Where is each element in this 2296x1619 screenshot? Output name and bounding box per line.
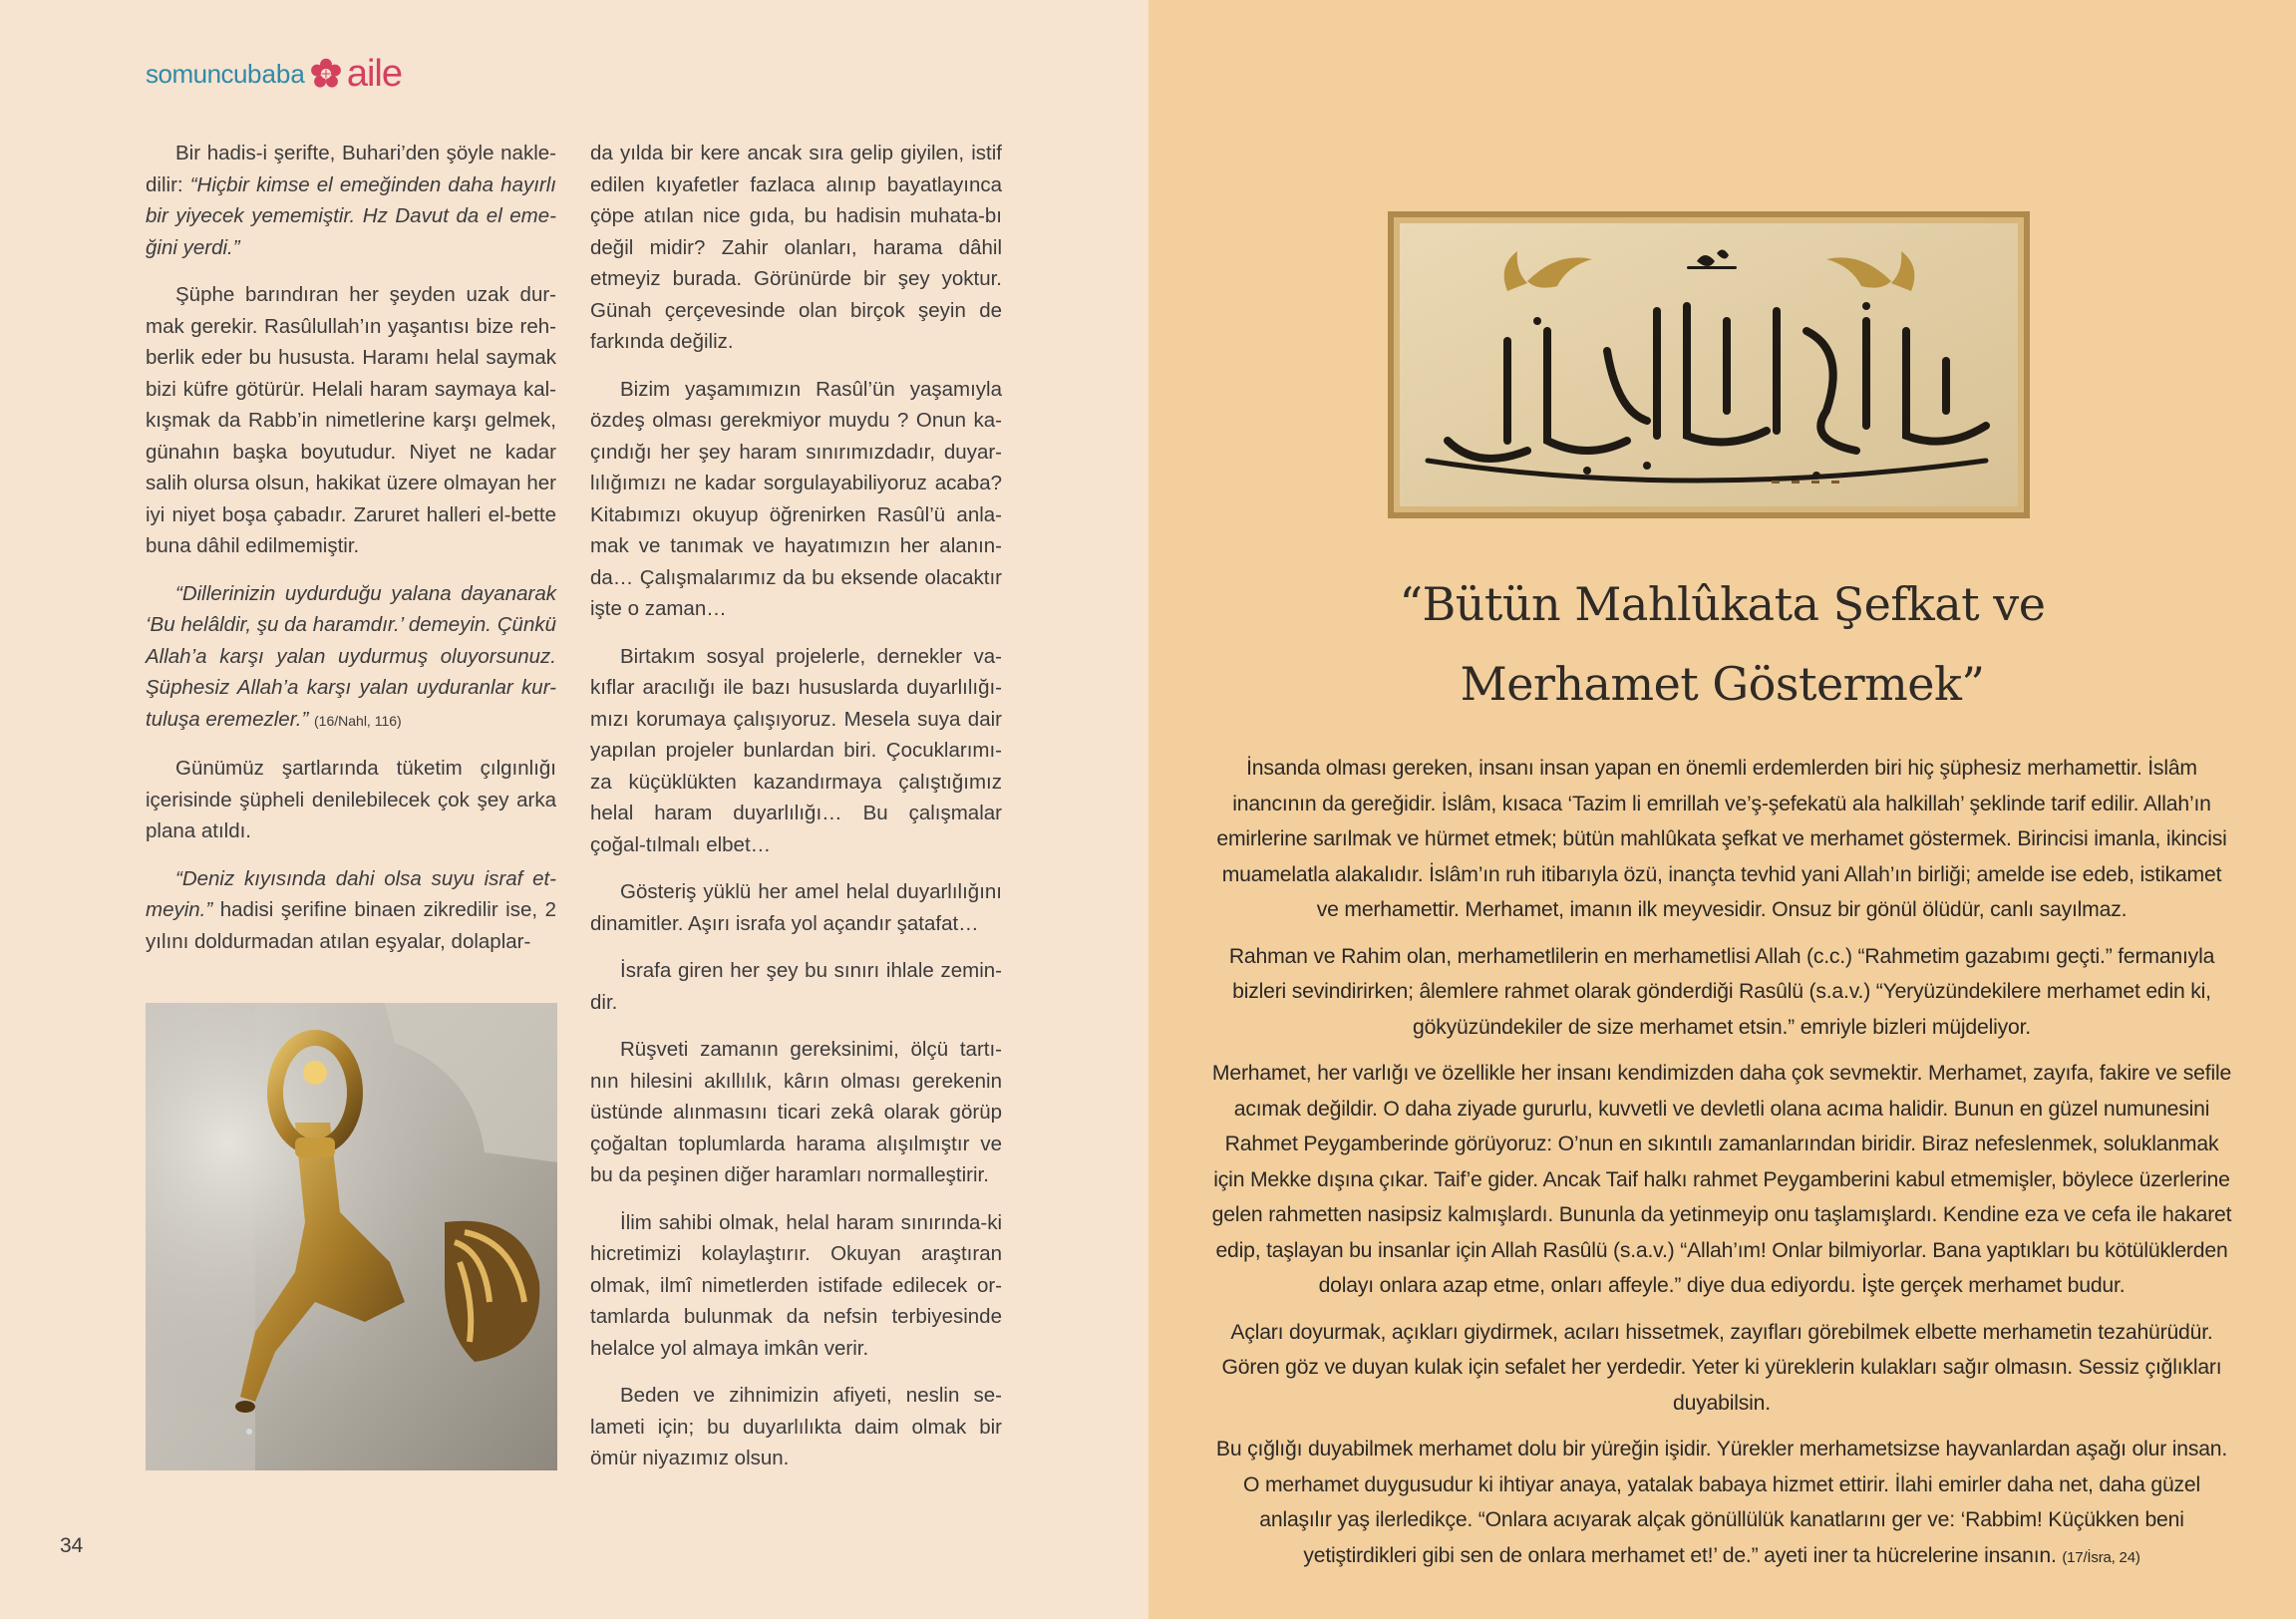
logo-text-baba: baba <box>247 58 305 89</box>
paragraph: Bizim yaşamımızın Rasûl’ün yaşamıyla özdeş olması gerekmiyor muydu ? Onun ka-çındığı her şey haram sınırımızdadır, duyar-lılığımızı ne kadar sorgulayabiliyoruz acaba? Kitabımızı okuyup öğrenirken Rasûl’ü anla-mak ve tanımak ve hayatımızın her alanın-da… Çalışmalarımız da bu eksende olacaktır işte o zaman… <box>590 377 1002 620</box>
citation: (17/İsra, 24) <box>2062 1548 2140 1566</box>
article-paragraph <box>1208 1432 2235 1575</box>
arabic-calligraphy-panel-image <box>1388 211 2030 518</box>
text-column-1 <box>146 138 556 973</box>
text-column-2 <box>590 138 1002 1490</box>
article-title <box>1148 564 2296 724</box>
text: hadisi şerifine binaen zikredilir ise, 2 yılını doldurmadan atılan eşyalar, dolaplar- <box>146 898 556 953</box>
paragraph: Beden ve zihnimizin afiyeti, neslin se-lameti için; bu duyarlılıkta daim olmak bir ömür niyazımız olsun. <box>590 1384 1002 1469</box>
brass-water-faucet-image <box>146 1003 557 1470</box>
article-paragraph: Açları doyurmak, açıkları giydirmek, acıları hissetmek, zayıfları görebilmek elbette merhametin tezahürüdür. Gören göz ve duyan kulak için sefalet her yerdedir. Yeter ki yüreklerin kulakları sağır olmasın. Sessiz çığlıkları duyabilsin. <box>1221 1320 2222 1415</box>
magazine-logo <box>146 52 402 96</box>
paragraph: Birtakım sosyal projelerle, dernekler va-kıflar aracılığı ile bazı hususlarda duyarlılığı-mızı korumaya çalışıyoruz. Mesela suya dair yapılan projeler bunlardan biri. Çocuklarımı-za küçüklükten kazandırmaya çalıştığımız helal haram duyarlılığı… Bu çalışmalar çoğal-tılmalı elbet… <box>590 644 1002 856</box>
paragraph <box>146 863 556 958</box>
article-title-line2: Merhamet Göstermek” <box>1460 657 1985 711</box>
citation: (16/Nahl, 116) <box>314 712 402 729</box>
paragraph: Rüşveti zamanın gereksinimi, ölçü tartı-nın hilesini akıllılık, kârın olması gerekenin üstünde alınmasını ticari zekâ olarak görüp çoğaltan toplumlarda harama alışılmıştır ve bu da peşinen diğer haramları normalleştirir. <box>590 1038 1002 1186</box>
article-title-line1: “Bütün Mahlûkata Şefkat ve <box>1399 577 2046 631</box>
flower-icon <box>309 57 343 91</box>
quote: “Hiçbir kimse el emeğinden daha hayırlı bir yiyecek yememiştir. Hz Davut da el eme-ğini yerdi.” <box>146 172 556 259</box>
page-number: 34 <box>60 1534 84 1557</box>
quote: “Deniz kıyısında dahi olsa suyu israf et-meyin.” <box>146 866 556 921</box>
paragraph: Şüphe barındıran her şeyden uzak dur-mak gerekir. Rasûlullah’ın yaşantısı bize reh-berlik eder bu hususta. Haramı helal saymak bizi küfre götürür. Helali haram saymaya kal-kışmak da Rabb’in nimetlerine karşı gelmek, günahın başka boyutudur. Niyet ne kadar salih olursa olsun, hakikat üzere olmayan her iyi niyet boşa çabadır. Zaruret halleri el-bette buna dâhil edilmemiştir. <box>146 283 556 557</box>
article-body <box>1208 751 2235 1586</box>
article-paragraph: Merhamet, her varlığı ve özellikle her insanı kendimizden daha çok sevmektir. Merhamet, zayıfa, fakire ve sefile acımak değildir. O daha ziyade gururlu, kuvvetli ve devletli olana acıma halidir. Bunun en güzel numunesini Rahmet Peygamberinde görüyoruz: O’nun en sıkıntılı zamanlarından biridir. Biraz nefeslenmek, soluklanmak için Mekke dışına çıkar. Taif’e gider. Ancak Taif halkı rahmet Peygamberini kabul etmemişler, böylece üzerlerine gelen rahmetten nasipsiz kalmışlardı. Bununla da yetinmeyip onu taşlamışlardı. Kendine eza ve cefa ile hakaret edip, taşlayan bu insanlar için Allah Rasûlü (s.a.v.) “Allah’ım! Onlar bilmiyorlar. Bana yaptıkları bu kötülüklerden dolayı onlara azap etme, onları affeyle.” diye dua ediyordu. İşte gerçek merhamet budur. <box>1211 1062 2232 1297</box>
paragraph <box>146 578 556 738</box>
paragraph: da yılda bir kere ancak sıra gelip giyilen, istif edilen kıyafetler fazlaca alınıp bayatlayınca çöpe atılan nice gıda, bu hadisin muhata-bı değil midir? Zahir olanları, harama dâhil etmeyiz burada. Görünürde bir şey yoktur. Günah çerçevesinde olan birçok şeyin de farkında değiliz. <box>590 142 1002 353</box>
logo-text-somuncu: somuncu <box>146 58 247 89</box>
paragraph: Gösteriş yüklü her amel helal duyarlılığını dinamitler. Aşırı israfa yol açandır şatafat… <box>590 880 1002 935</box>
quote: “Dillerinizin uydurduğu yalana dayanarak ‘Bu helâldir, şu da haramdır.’ demeyin. Çünkü Allah’a karşı yalan uydurmuş oluyorsunuz. Şüphesiz Allah’a karşı yalan uyduranlar kur-tuluşa eremezler.” <box>146 581 556 731</box>
text: Bir hadis-i şerifte, Buhari’den şöyle nakle-dilir: <box>146 142 556 196</box>
paragraph: İsrafa giren her şey bu sınırı ihlale zemin-dir. <box>590 959 1002 1014</box>
logo-text-aile: aile <box>346 53 402 95</box>
article-paragraph: Rahman ve Rahim olan, merhametlilerin en merhametlisi Allah (c.c.) “Rahmetim gazabımı geçti.” fermanıyla bizleri sevindirirken; âlemlere rahmet olarak gönderdiği Rasûlü (s.a.v.) “Yeryüzündekilere merhamet edin ki, gökyüzündekiler de size merhamet etsin.” emriyle bizleri müjdeliyor. <box>1228 944 2215 1039</box>
paragraph <box>146 138 556 263</box>
paragraph: Günümüz şartlarında tüketim çılgınlığı içerisinde şüpheli denilebilecek çok şey arka plana atıldı. <box>146 757 556 842</box>
paragraph: İlim sahibi olmak, helal haram sınırında-ki hicretimizi kolaylaştırır. Okuyan araştıran olmak, ilmî nimetlerden istifade edilecek or-tamlarda bulunmak da nefsin terbiyesinde helalce yol almaya imkân verir. <box>590 1210 1002 1360</box>
article-paragraph: İnsanda olması gereken, insanı insan yapan en önemli erdemlerden biri hiç şüphesiz merhamettir. İslâm inancının da gereğidir. İslâm, kısaca ‘Tazim li emrillah ve’ş-şefekatü ala halkillah’ şeklinde tarif edilir. Allah’ın emirlerine sarılmak ve hürmet etmek; bütün mahlûkata şefkat ve merhamet göstermek. Birincisi imanla, ikincisi muamelatla alakalıdır. İslâm’ın ruh itibarıyla özü, inançta tevhid yani Allah’ın birliği; amelde ise edeb, istikamet ve merhamettir. Merhamet, imanın ilk meyvesidir. Onsuz bir gönül ölüdür, canlı sayılmaz. <box>1216 757 2227 921</box>
text: Bu çığlığı duyabilmek merhamet dolu bir yüreğin işidir. Yürekler merhametsizse hayvanlardan aşağı olur insan. O merhamet duygusudur ki ihtiyar anaya, yatalak babaya hizmet ettirir. İlahi emirler daha net, daha güzel anlaşılır yaş ilerledikçe. “Onlara acıyarak alçak gönüllülük kanatlarını ger ve: ‘Rabbim! Küçükken beni yetiştirdikleri gibi sen de onlara merhamet et!’ de.” ayeti iner ta hücrelerine insanın. <box>1215 1438 2228 1567</box>
